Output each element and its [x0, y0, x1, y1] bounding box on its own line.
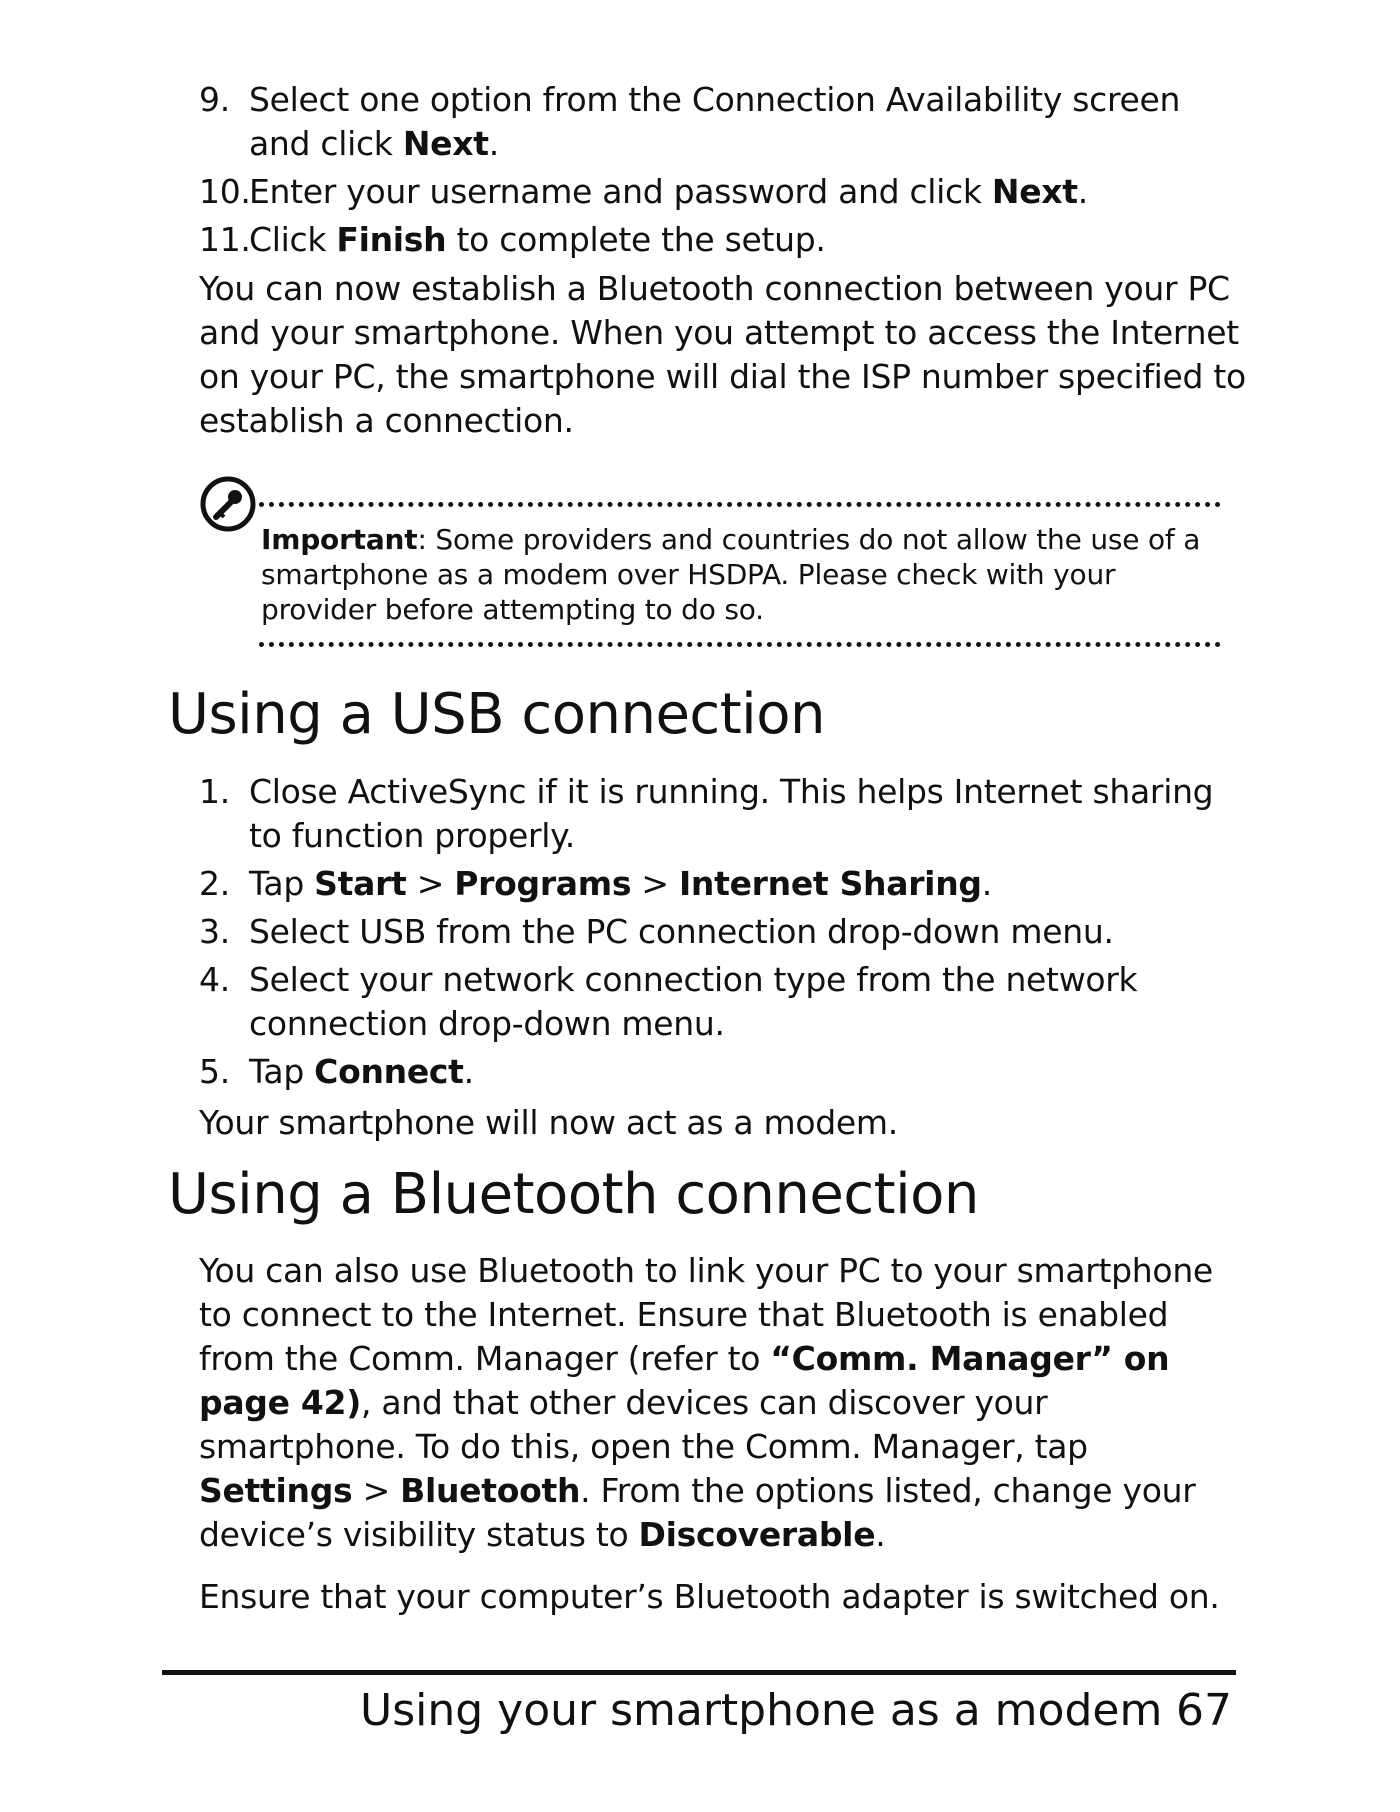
list-item: 3. Select USB from the PC connection drop-down menu.: [199, 910, 1239, 954]
usb-closing-text: Your smartphone will now act as a modem.: [199, 1103, 898, 1142]
list-item: 9. Select one option from the Connection Availability screen and click Next.: [199, 80, 1181, 163]
usb-steps-list: [199, 770, 1239, 1098]
step-number: 1.: [199, 772, 230, 811]
note-top-rule: [259, 502, 1221, 507]
step-number: 10.: [199, 172, 251, 211]
step-number: 5.: [199, 1052, 230, 1091]
note-bottom-rule: [259, 642, 1221, 647]
bluetooth-section-heading: Using a Bluetooth connection: [168, 1162, 979, 1227]
footer-rule: [162, 1670, 1236, 1675]
list-item: 1. Close ActiveSync if it is running. This helps Internet sharing to function properly.: [199, 772, 1214, 855]
list-item: 4. Select your network connection type from the network connection drop-down menu.: [199, 960, 1138, 1043]
note-text: Important: Some providers and countries do not allow the use of a smartphone as a modem over HSDPA. Please check with your provider before attempting to do so.: [261, 523, 1201, 626]
page-reference-link[interactable]: “Comm. Manager” on page 42): [199, 1339, 1170, 1422]
key-icon: [199, 475, 257, 533]
list-item: 10. Enter your username and password and click Next.: [199, 170, 1239, 214]
list-item: 2. Tap Start > Programs > Internet Sharing.: [199, 862, 1239, 906]
step-number: 3.: [199, 912, 230, 951]
step-number: 11.: [199, 220, 251, 259]
step-number: 9.: [199, 80, 230, 119]
important-note: [199, 470, 1221, 652]
usb-section-heading: Using a USB connection: [168, 682, 825, 747]
bluetooth-connection-paragraph: You can now establish a Bluetooth connection between your PC and your smartphone. When you attempt to access the Internet on your PC, the smartphone will dial the ISP number specified to establish a connection.: [199, 269, 1246, 440]
list-item: 5. Tap Connect.: [199, 1050, 1239, 1094]
bluetooth-adapter-paragraph: Ensure that your computer’s Bluetooth adapter is switched on.: [199, 1577, 1220, 1616]
footer-chapter-title: Using your smartphone as a modem: [360, 1685, 1163, 1736]
list-item: 11. Click Finish to complete the setup.: [199, 218, 1239, 262]
step-number: 2.: [199, 864, 230, 903]
setup-steps-list: [199, 78, 1239, 266]
page-number: 67: [1176, 1685, 1232, 1736]
bluetooth-instructions-paragraph: You can also use Bluetooth to link your PC to your smartphone to connect to the Internet. Ensure that Bluetooth is enabled from the Comm. Manager (refer to “Comm. Manager” on page 42), and that other devices can discover your smartphone. To do this, open the Comm. Manager, tap Settings > Bluetooth. From the options listed, change your device’s visibility status to Discoverable.: [199, 1251, 1213, 1554]
step-number: 4.: [199, 960, 230, 999]
note-label: Important: [261, 523, 418, 556]
